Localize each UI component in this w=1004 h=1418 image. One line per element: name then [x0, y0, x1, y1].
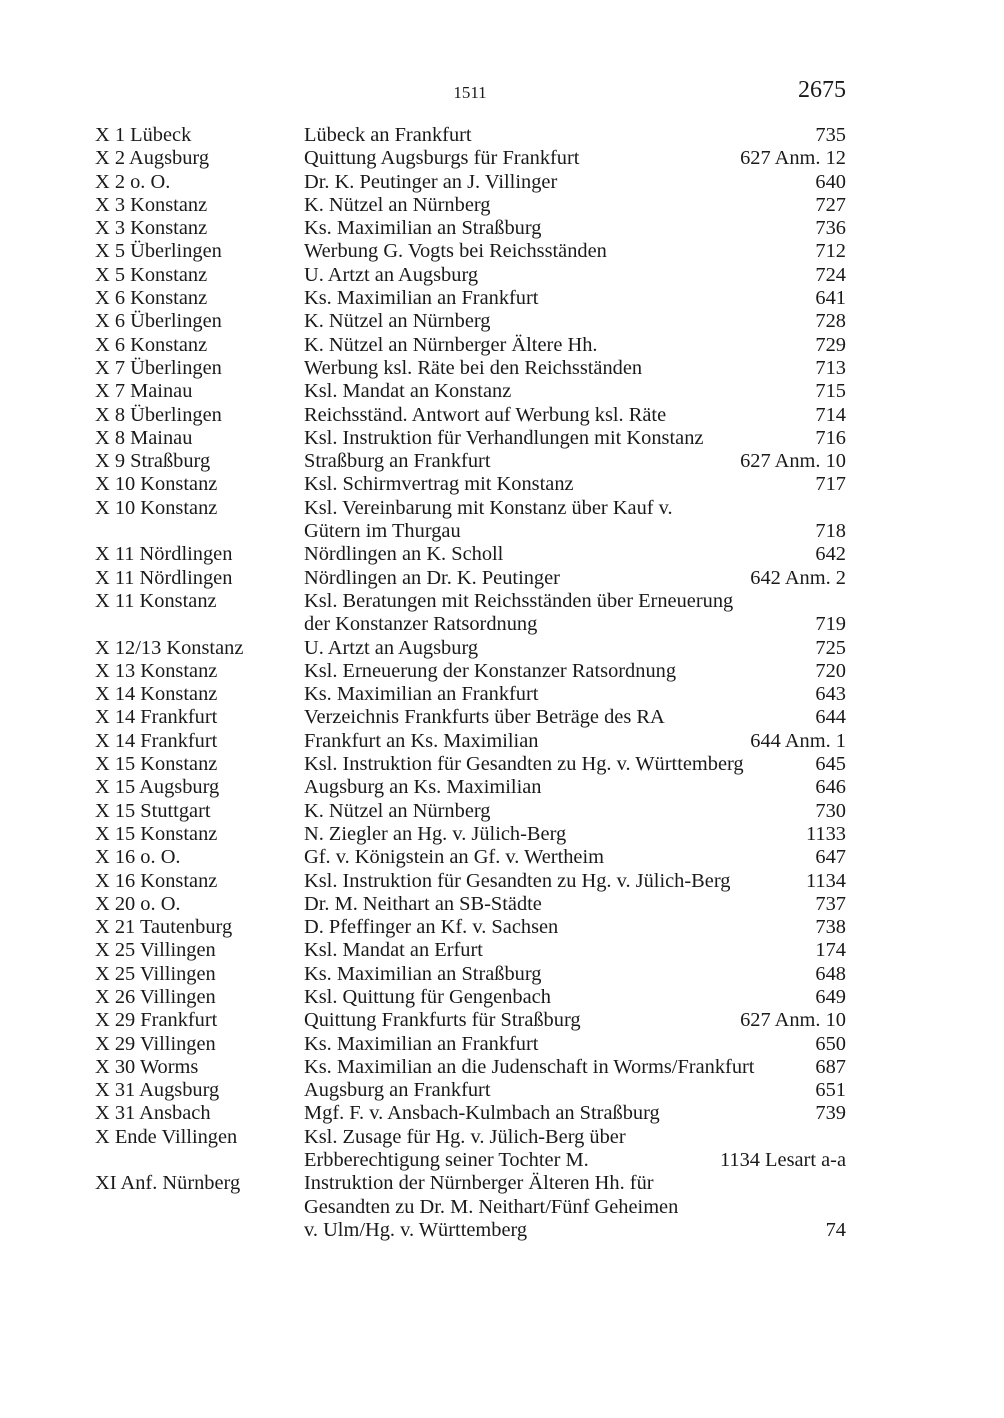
entry-body	[304, 334, 846, 357]
entry-date-place: X 1 Lübeck	[95, 124, 192, 146]
entry-date-place: X 30 Worms	[95, 1055, 199, 1078]
page-number: 2675	[798, 77, 846, 103]
entry-document-number: 1134	[805, 869, 846, 892]
index-entry	[95, 846, 846, 869]
entry-date-place: X 2 Augsburg	[95, 147, 210, 170]
entry-body	[304, 450, 846, 473]
entry-body	[304, 497, 846, 544]
entry-document-number: 641	[815, 287, 846, 310]
entry-document-number: 644 Anm. 1	[750, 729, 846, 752]
entry-date-place: X 6 Konstanz	[95, 333, 208, 356]
entry-line	[304, 124, 846, 147]
index-entry	[95, 1172, 846, 1242]
index-entry	[95, 823, 846, 846]
index-entry	[95, 963, 846, 986]
entry-body	[304, 171, 846, 194]
entry-description: Reichsständ. Antwort auf Werbung ksl. Räte	[304, 403, 667, 426]
entry-line	[304, 613, 846, 636]
entry-line	[304, 1102, 846, 1125]
entry-date-place: X 12/13 Konstanz	[95, 636, 244, 659]
entry-description: N. Ziegler an Hg. v. Jülich-Berg	[304, 822, 567, 845]
index-entry	[95, 870, 846, 893]
entry-body	[304, 823, 846, 846]
entry-body	[304, 846, 846, 869]
entry-date-place: X 9 Straßburg	[95, 450, 211, 473]
entry-line	[304, 543, 846, 566]
entry-date-place: X 7 Mainau	[95, 380, 193, 403]
entry-document-number: 739	[815, 1102, 846, 1125]
running-header-year: 1511	[453, 83, 487, 102]
entry-line	[304, 1149, 846, 1172]
entry-body	[304, 776, 846, 799]
index-entry	[95, 543, 846, 566]
entry-description: K. Nützel an Nürnberg	[304, 193, 491, 216]
entry-description: Ks. Maximilian an Frankfurt	[304, 683, 539, 706]
entry-date-place: X 6 Konstanz	[95, 287, 208, 310]
entry-description: Mgf. F. v. Ansbach-Kulmbach an Straßburg	[304, 1102, 660, 1125]
entry-body	[304, 404, 846, 427]
entry-line	[304, 846, 846, 869]
entry-body	[304, 240, 846, 263]
entry-body	[304, 730, 846, 753]
entry-description: Quittung Frankfurts für Straßburg	[304, 1009, 581, 1032]
entry-description: Ksl. Beratungen mit Reichsständen über Erneuerung	[304, 589, 734, 612]
entry-line	[304, 450, 846, 473]
entry-document-number: 730	[815, 799, 846, 822]
entry-document-number: 650	[815, 1032, 846, 1055]
index-entry	[95, 939, 846, 962]
index-entry	[95, 893, 846, 916]
entry-document-number: 647	[815, 846, 846, 869]
entry-body	[304, 124, 846, 147]
entry-line	[304, 473, 846, 496]
index-entry	[95, 427, 846, 450]
index-entry	[95, 357, 846, 380]
entry-body	[304, 660, 846, 683]
index-entry	[95, 753, 846, 776]
entry-description: Augsburg an Frankfurt	[304, 1079, 491, 1102]
index-entry	[95, 1079, 846, 1102]
entry-body	[304, 916, 846, 939]
entry-document-number: 643	[815, 683, 846, 706]
entry-date-place: X 5 Überlingen	[95, 240, 222, 263]
entry-description: Ksl. Instruktion für Gesandten zu Hg. v. Württemberg	[304, 753, 744, 776]
entry-description: Ks. Maximilian an Straßburg	[304, 217, 542, 240]
entry-date-place: X 16 Konstanz	[95, 869, 218, 892]
entry-description: Werbung G. Vogts bei Reichsständen	[304, 240, 607, 263]
index-entry	[95, 194, 846, 217]
entry-body	[304, 194, 846, 217]
entry-body	[304, 1102, 846, 1125]
entry-date-place: X 25 Villingen	[95, 939, 216, 962]
entry-body	[304, 310, 846, 333]
entry-document-number: 712	[815, 240, 846, 263]
entry-body	[304, 963, 846, 986]
entry-document-number: 642 Anm. 2	[750, 566, 846, 589]
entry-body	[304, 1172, 846, 1242]
entry-body	[304, 380, 846, 403]
entry-line	[304, 147, 846, 170]
entry-document-number: 725	[815, 636, 846, 659]
index-entry	[95, 986, 846, 1009]
entry-line	[304, 706, 846, 729]
entry-document-number: 717	[815, 473, 846, 496]
entry-description: Ks. Maximilian an Frankfurt	[304, 287, 539, 310]
entry-date-place: X 15 Augsburg	[95, 776, 220, 799]
entry-description: Ksl. Quittung für Gengenbach	[304, 985, 551, 1008]
entry-document-number: 718	[815, 520, 846, 543]
entry-body	[304, 147, 846, 170]
entry-document-number: 644	[815, 706, 846, 729]
entry-date-place: X 11 Nördlingen	[95, 566, 233, 589]
entry-document-number: 719	[815, 613, 846, 636]
entry-description: Ksl. Instruktion für Verhandlungen mit Konstanz	[304, 426, 704, 449]
entry-description: K. Nützel an Nürnberg	[304, 310, 491, 333]
entry-line	[304, 1009, 846, 1032]
entry-description: U. Artzt an Augsburg	[304, 263, 479, 286]
index-entry	[95, 590, 846, 637]
entry-date-place: XI Anf. Nürnberg	[95, 1172, 241, 1195]
entry-body	[304, 1033, 846, 1056]
entry-line	[304, 683, 846, 706]
entry-line	[304, 380, 846, 403]
entry-body	[304, 1126, 846, 1173]
entry-line	[304, 217, 846, 240]
index-entry	[95, 1009, 846, 1032]
entry-line	[304, 240, 846, 263]
entry-document-number: 727	[815, 193, 846, 216]
entry-document-number: 649	[815, 985, 846, 1008]
entry-date-place: X 7 Überlingen	[95, 356, 222, 379]
entry-description: Ksl. Vereinbarung mit Konstanz über Kauf v.	[304, 496, 673, 519]
entry-line	[304, 730, 846, 753]
entry-line	[304, 753, 846, 776]
index-entry	[95, 1033, 846, 1056]
entry-description: Gf. v. Königstein an Gf. v. Wertheim	[304, 846, 605, 869]
entry-date-place: X 3 Konstanz	[95, 193, 208, 216]
entry-date-place: X 13 Konstanz	[95, 659, 218, 682]
index-entry	[95, 683, 846, 706]
index-entry	[95, 1102, 846, 1125]
index-entry	[95, 706, 846, 729]
entry-body	[304, 870, 846, 893]
entry-description: Erbberechtigung seiner Tochter M.	[304, 1149, 589, 1172]
entry-description: Lübeck an Frankfurt	[304, 124, 472, 146]
entry-line	[304, 823, 846, 846]
entry-description: Ksl. Erneuerung der Konstanzer Ratsordnung	[304, 659, 677, 682]
entry-description: Augsburg an Ks. Maximilian	[304, 776, 542, 799]
entry-document-number: 646	[815, 776, 846, 799]
entry-body	[304, 567, 846, 590]
entry-description: Ksl. Schirmvertrag mit Konstanz	[304, 473, 574, 496]
entry-date-place: X 31 Ansbach	[95, 1102, 211, 1125]
entry-document-number: 645	[815, 753, 846, 776]
entry-description: U. Artzt an Augsburg	[304, 636, 479, 659]
entry-date-place: X 29 Frankfurt	[95, 1009, 218, 1032]
entry-description: der Konstanzer Ratsordnung	[304, 613, 538, 636]
index-entry	[95, 637, 846, 660]
entry-description: Ksl. Zusage für Hg. v. Jülich-Berg über	[304, 1125, 626, 1148]
entry-document-number: 687	[815, 1055, 846, 1078]
entry-document-number: 716	[815, 426, 846, 449]
entry-description: Nördlingen an Dr. K. Peutinger	[304, 566, 560, 589]
entry-description: Straßburg an Frankfurt	[304, 450, 491, 473]
entry-line	[304, 590, 846, 613]
entry-date-place: X 8 Mainau	[95, 426, 193, 449]
entry-date-place: X 21 Tautenburg	[95, 916, 233, 939]
entry-body	[304, 706, 846, 729]
entry-document-number: 736	[815, 217, 846, 240]
entry-document-number: 737	[815, 892, 846, 915]
entry-document-number: 1134 Lesart a-a	[719, 1149, 846, 1172]
index-entry	[95, 217, 846, 240]
index-entry	[95, 800, 846, 823]
entry-date-place: X 31 Augsburg	[95, 1079, 220, 1102]
entry-description: K. Nützel an Nürnberg	[304, 799, 491, 822]
entry-body	[304, 543, 846, 566]
entry-line	[304, 404, 846, 427]
entry-line	[304, 310, 846, 333]
index-entry	[95, 916, 846, 939]
entry-document-number: 735	[815, 124, 846, 146]
entry-description: Ks. Maximilian an die Judenschaft in Worms/Frankfurt	[304, 1055, 755, 1078]
entry-document-number: 627 Anm. 10	[740, 450, 846, 473]
entry-document-number: 174	[815, 939, 846, 962]
entry-line	[304, 637, 846, 660]
entry-date-place: X 16 o. O.	[95, 846, 181, 869]
entry-date-place: X 29 Villingen	[95, 1032, 216, 1055]
index-entry	[95, 287, 846, 310]
entry-document-number: 627 Anm. 12	[740, 147, 846, 170]
entry-line	[304, 567, 846, 590]
entry-date-place: X 8 Überlingen	[95, 403, 222, 426]
entry-line	[304, 357, 846, 380]
entry-description: Quittung Augsburgs für Frankfurt	[304, 147, 580, 170]
entry-document-number: 715	[815, 380, 846, 403]
entry-line	[304, 171, 846, 194]
index-entry	[95, 450, 846, 473]
entry-body	[304, 357, 846, 380]
index-entry	[95, 147, 846, 170]
index-entry	[95, 1126, 846, 1173]
entry-description: Instruktion der Nürnberger Älteren Hh. für	[304, 1172, 654, 1195]
entry-document-number: 738	[815, 916, 846, 939]
entry-description: Frankfurt an Ks. Maximilian	[304, 729, 539, 752]
entry-line	[304, 1172, 846, 1195]
entry-description: Werbung ksl. Räte bei den Reichsständen	[304, 356, 643, 379]
entry-body	[304, 939, 846, 962]
entry-document-number: 728	[815, 310, 846, 333]
index-entry	[95, 497, 846, 544]
entry-body	[304, 473, 846, 496]
index-entry	[95, 171, 846, 194]
entry-document-number: 713	[815, 356, 846, 379]
entry-body	[304, 800, 846, 823]
entry-description: Ksl. Mandat an Erfurt	[304, 939, 483, 962]
entry-body	[304, 986, 846, 1009]
entry-description: Gesandten zu Dr. M. Neithart/Fünf Geheimen	[304, 1195, 679, 1218]
entry-body	[304, 683, 846, 706]
index-entry	[95, 730, 846, 753]
entry-document-number: 642	[815, 543, 846, 566]
entry-description: Ksl. Instruktion für Gesandten zu Hg. v. Jülich-Berg	[304, 869, 731, 892]
entry-date-place: X 15 Konstanz	[95, 753, 218, 776]
entry-date-place: X 14 Frankfurt	[95, 706, 218, 729]
entry-body	[304, 590, 846, 637]
entry-date-place: X 15 Stuttgart	[95, 799, 211, 822]
index-entry	[95, 310, 846, 333]
entry-document-number: 729	[815, 333, 846, 356]
entry-document-number: 74	[825, 1218, 846, 1241]
index-entry	[95, 473, 846, 496]
entry-line	[304, 776, 846, 799]
index-entry	[95, 124, 846, 147]
entry-line	[304, 660, 846, 683]
entry-date-place: X 10 Konstanz	[95, 496, 218, 519]
entry-description: Nördlingen an K. Scholl	[304, 543, 504, 566]
entry-document-number: 720	[815, 659, 846, 682]
entry-body	[304, 1056, 846, 1079]
entry-line	[304, 520, 846, 543]
index-entry	[95, 567, 846, 590]
entry-line	[304, 287, 846, 310]
entry-line	[304, 800, 846, 823]
entry-document-number: 651	[815, 1079, 846, 1102]
entry-date-place: X Ende Villingen	[95, 1125, 238, 1148]
index-entry	[95, 334, 846, 357]
entry-line	[304, 1126, 846, 1149]
entry-body	[304, 893, 846, 916]
entry-document-number: 1133	[805, 822, 846, 845]
entry-description: D. Pfeffinger an Kf. v. Sachsen	[304, 916, 559, 939]
entry-line	[304, 939, 846, 962]
entry-line	[304, 264, 846, 287]
index-entry	[95, 660, 846, 683]
entry-line	[304, 870, 846, 893]
entry-document-number: 640	[815, 170, 846, 193]
entry-date-place: X 11 Nördlingen	[95, 543, 233, 566]
entry-line	[304, 334, 846, 357]
entry-description: Dr. M. Neithart an SB-Städte	[304, 892, 542, 915]
entry-line	[304, 497, 846, 520]
entry-date-place: X 10 Konstanz	[95, 473, 218, 496]
entry-line	[304, 1219, 846, 1242]
entry-line	[304, 1033, 846, 1056]
entry-document-number: 648	[815, 962, 846, 985]
index-entry	[95, 404, 846, 427]
entry-document-number: 724	[815, 263, 846, 286]
index-entry	[95, 240, 846, 263]
entry-description: Gütern im Thurgau	[304, 520, 461, 543]
entry-description: Verzeichnis Frankfurts über Beträge des RA	[304, 706, 665, 729]
entry-line	[304, 1056, 846, 1079]
entry-line	[304, 194, 846, 217]
entry-document-number: 714	[815, 403, 846, 426]
entry-line	[304, 963, 846, 986]
entry-date-place: X 14 Frankfurt	[95, 729, 218, 752]
entry-date-place: X 15 Konstanz	[95, 822, 218, 845]
entry-body	[304, 1009, 846, 1032]
entry-line	[304, 427, 846, 450]
entry-date-place: X 25 Villingen	[95, 962, 216, 985]
entry-line	[304, 916, 846, 939]
entry-date-place: X 11 Konstanz	[95, 589, 217, 612]
entry-body	[304, 637, 846, 660]
entry-description: Ksl. Mandat an Konstanz	[304, 380, 512, 403]
index-entry	[95, 776, 846, 799]
entry-line	[304, 1079, 846, 1102]
entry-date-place: X 5 Konstanz	[95, 263, 208, 286]
entry-body	[304, 287, 846, 310]
index-entry	[95, 1056, 846, 1079]
entry-document-number: 627 Anm. 10	[740, 1009, 846, 1032]
entry-line	[304, 893, 846, 916]
entry-date-place: X 26 Villingen	[95, 985, 216, 1008]
entry-line	[304, 1196, 846, 1219]
entry-description: v. Ulm/Hg. v. Württemberg	[304, 1218, 528, 1241]
entry-body	[304, 217, 846, 240]
entry-body	[304, 427, 846, 450]
entry-date-place: X 3 Konstanz	[95, 217, 208, 240]
entry-date-place: X 6 Überlingen	[95, 310, 222, 333]
entry-body	[304, 753, 846, 776]
entry-description: K. Nützel an Nürnberger Ältere Hh.	[304, 333, 598, 356]
entry-body	[304, 1079, 846, 1102]
entry-description: Dr. K. Peutinger an J. Villinger	[304, 170, 558, 193]
index-entry	[95, 380, 846, 403]
entry-description: Ks. Maximilian an Frankfurt	[304, 1032, 539, 1055]
entry-body	[304, 264, 846, 287]
entry-line	[304, 986, 846, 1009]
index-entry	[95, 264, 846, 287]
chronological-index-list	[95, 124, 846, 1242]
entry-description: Ks. Maximilian an Straßburg	[304, 962, 542, 985]
entry-date-place: X 2 o. O.	[95, 170, 171, 193]
entry-date-place: X 20 o. O.	[95, 892, 181, 915]
entry-date-place: X 14 Konstanz	[95, 683, 218, 706]
